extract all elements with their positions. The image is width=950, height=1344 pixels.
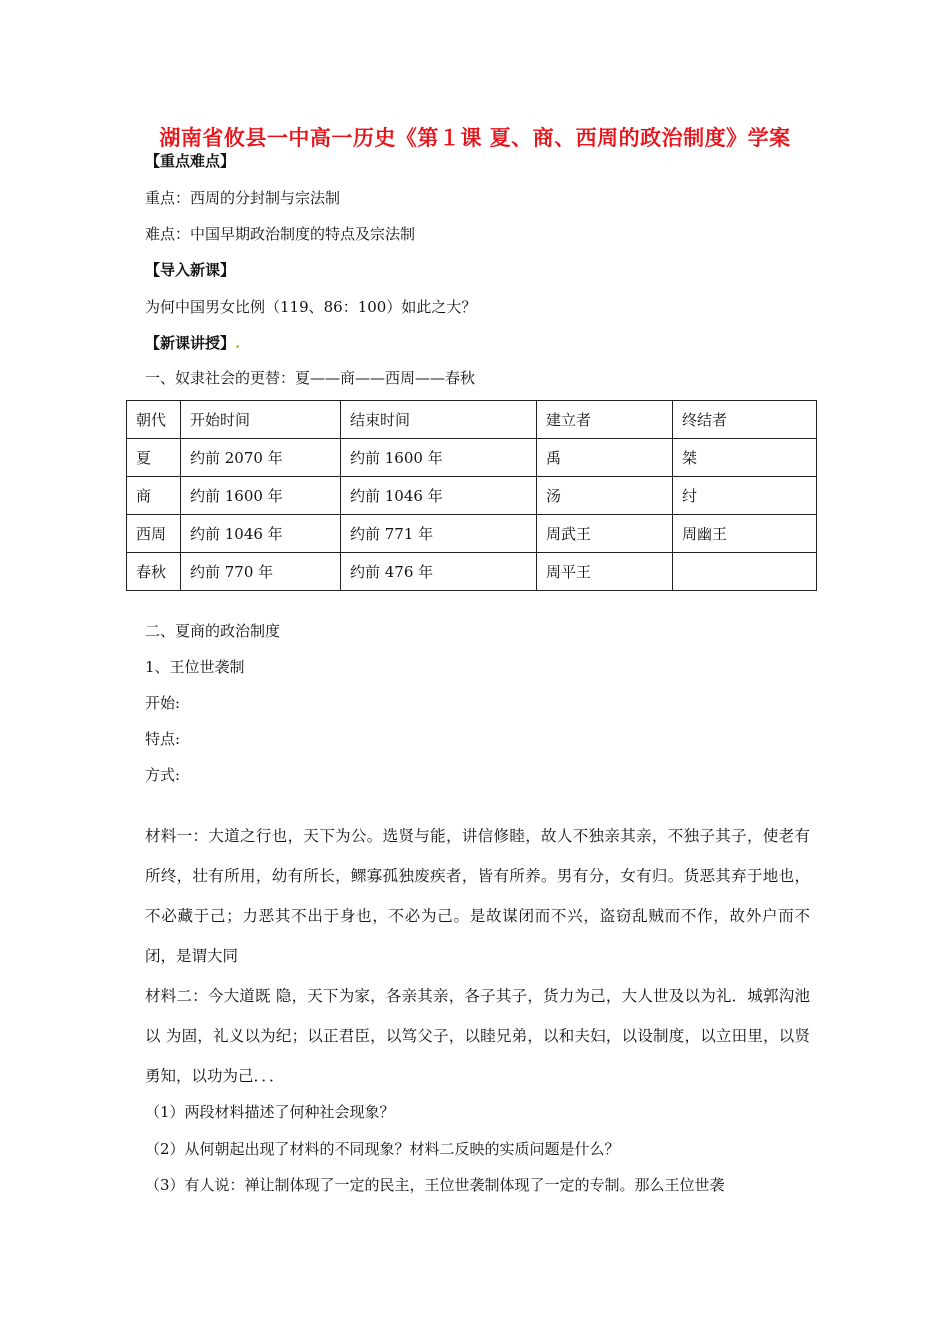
table-cell: 周幽王 [673, 515, 817, 553]
decorative-dot: . [235, 334, 241, 352]
section1-title: 一、奴隶社会的更替：夏——商——西周——春秋 [145, 369, 476, 387]
table-cell: 桀 [673, 439, 817, 477]
table-cell [673, 553, 817, 591]
table-cell: 周平王 [537, 553, 673, 591]
document-title: 湖南省攸县一中高一历史《第１课 夏、商、西周的政治制度》学案 [159, 125, 791, 150]
table-cell: 约前 476 年 [341, 553, 537, 591]
table-row [127, 515, 817, 553]
table-cell: 夏 [127, 439, 181, 477]
table-cell: 约前 1600 年 [181, 477, 341, 515]
feature-label: 特点: [145, 730, 181, 748]
section2-title: 二、夏商的政治制度 [145, 622, 281, 640]
table-cell: 约前 1046 年 [341, 477, 537, 515]
question-2: （2）从何朝起出现了材料的不同现象？材料二反映的实质问题是什么？ [145, 1140, 620, 1158]
subsection-hereditary-title: 1、王位世袭制 [145, 658, 245, 676]
table-cell: 汤 [537, 477, 673, 515]
new-lesson-heading-text: 【新课讲授】 [145, 334, 236, 352]
table-cell: 约前 1600 年 [341, 439, 537, 477]
material-one: 材料一：大道之行也，天下为公。选贤与能，讲信修睦，故人不独亲其亲，不独子其子，使老有所终，壮有所用，幼有所长，鳏寡孤独废疾者，皆有所养。男有分，女有归。货恶其弃于地也，不必藏于己；力恶其不出于身也，不必为己。是故谋闭而不兴，盗窃乱贼而不作，故外户而不闭，是谓大同 [145, 827, 810, 965]
table-cell: 约前 770 年 [181, 553, 341, 591]
table-cell: 禹 [537, 439, 673, 477]
table-cell: 春秋 [127, 553, 181, 591]
table-cell: 约前 2070 年 [181, 439, 341, 477]
dynasty-table [126, 400, 817, 591]
table-cell: 纣 [673, 477, 817, 515]
new-lesson-heading [145, 333, 240, 353]
key-point-text: 重点：西周的分封制与宗法制 [145, 189, 341, 207]
method-label: 方式: [145, 766, 181, 784]
table-cell: 商 [127, 477, 181, 515]
key-points-heading: 【重点难点】 [145, 152, 236, 170]
difficult-point-text: 难点：中国早期政治制度的特点及宗法制 [145, 225, 416, 243]
question-1: （1）两段材料描述了何种社会现象？ [145, 1103, 395, 1121]
question-3: （3）有人说：禅让制体现了一定的民主，王位世袭制体现了一定的专制。那么王位世袭 [145, 1176, 725, 1194]
intro-heading: 【导入新课】 [145, 261, 236, 279]
table-header-cell: 终结者 [673, 401, 817, 439]
table-row [127, 439, 817, 477]
table-row [127, 553, 817, 591]
table-cell: 西周 [127, 515, 181, 553]
intro-question: 为何中国男女比例（119、86：100）如此之大？ [145, 298, 477, 316]
start-label: 开始: [145, 694, 181, 712]
table-header-cell: 结束时间 [341, 401, 537, 439]
table-header-cell: 朝代 [127, 401, 181, 439]
material-two: 材料二：今大道既 隐，天下为家，各亲其亲，各子其子，货力为己，大人世及以为礼．城郭沟池以 为固，礼义以为纪；以正君臣，以笃父子，以睦兄弟，以和夫妇，以设制度，以立田里，以贤勇知，以功为己．．． [145, 987, 810, 1085]
table-cell: 约前 771 年 [341, 515, 537, 553]
table-row [127, 477, 817, 515]
table-header-cell: 开始时间 [181, 401, 341, 439]
table-cell: 约前 1046 年 [181, 515, 341, 553]
table-cell: 周武王 [537, 515, 673, 553]
table-header-row [127, 401, 817, 439]
table-header-cell: 建立者 [537, 401, 673, 439]
